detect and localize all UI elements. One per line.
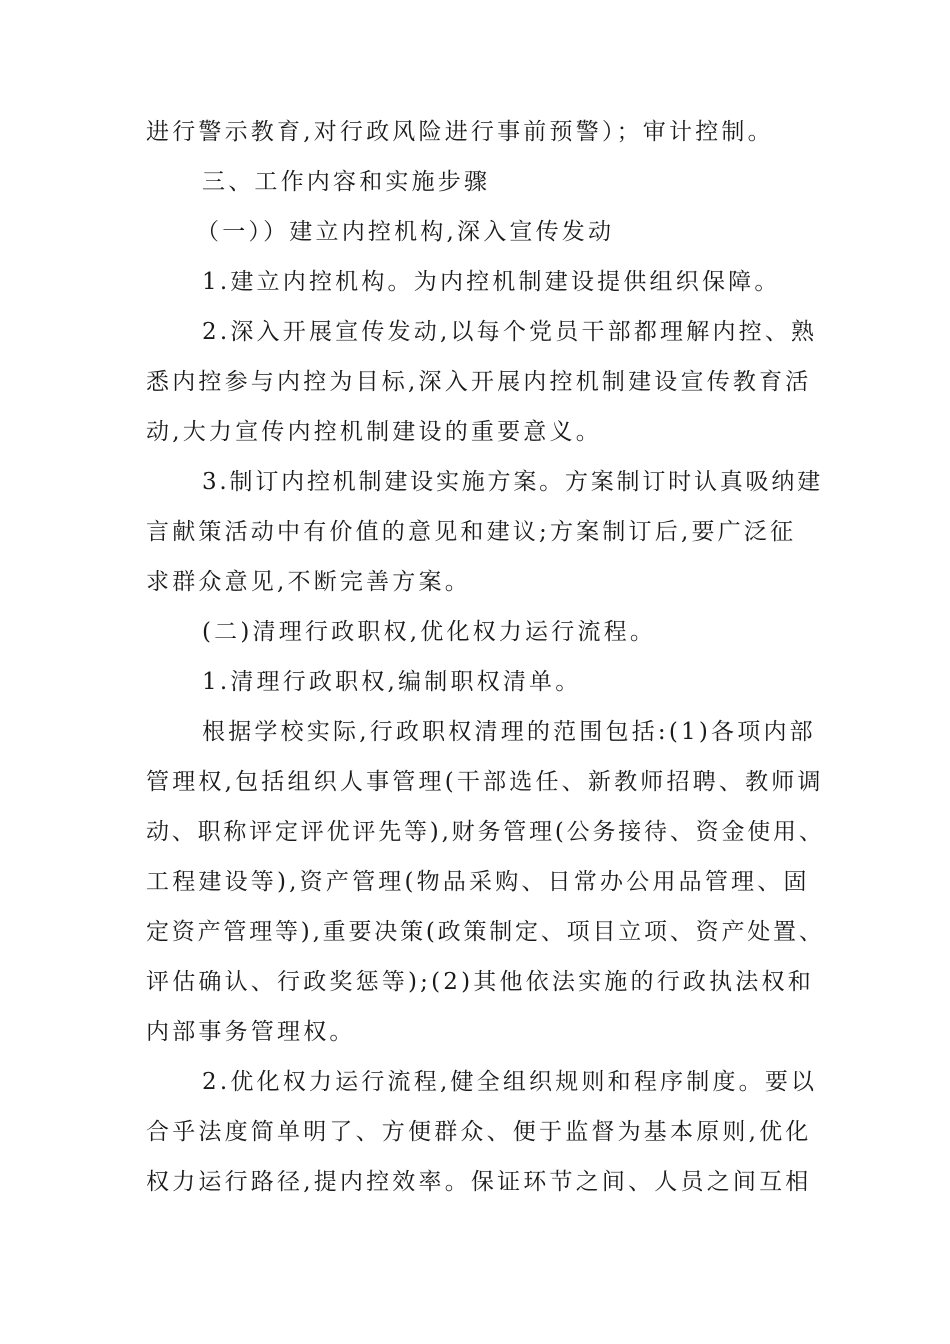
text-line: 管理权,包括组织人事管理(干部选任、新教师招聘、教师调 bbox=[146, 769, 824, 795]
subsection-heading: （一））建立内控机构,深入宣传发动 bbox=[196, 219, 615, 245]
text-line: 进行警示教育,对行政风险进行事前预警）；审计控制。 bbox=[146, 119, 774, 145]
text-line: 悉内控参与内控为目标,深入开展内控机制建设宣传教育活 bbox=[146, 369, 812, 395]
text-line: 权力运行路径,提内控效率。保证环节之间、人员之间互相 bbox=[146, 1169, 812, 1195]
text-line: 1.清理行政职权,编制职权清单。 bbox=[202, 669, 582, 695]
text-line: 根据学校实际,行政职权清理的范围包括:(1)各项内部 bbox=[202, 719, 816, 745]
text-line: 动、职称评定评优评先等),财务管理(公务接待、资金使用、 bbox=[146, 819, 825, 845]
text-line: 内部事务管理权。 bbox=[146, 1019, 356, 1045]
text-line: 2.优化权力运行流程,健全组织规则和程序制度。要以 bbox=[202, 1069, 818, 1095]
text-line: 工程建设等),资产管理(物品采购、日常办公用品管理、固 bbox=[146, 869, 810, 895]
section-heading: 三、工作内容和实施步骤 bbox=[202, 169, 491, 195]
text-line: 2.深入开展宣传发动,以每个党员干部都理解内控、熟 bbox=[202, 319, 818, 345]
subsection-heading: (二)清理行政职权,优化权力运行流程。 bbox=[202, 619, 657, 645]
text-line: 动,大力宣传内控机制建设的重要意义。 bbox=[146, 419, 602, 445]
text-line: 评估确认、行政奖惩等);(2)其他依法实施的行政执法权和 bbox=[146, 969, 814, 995]
text-line: 定资产管理等),重要决策(政策制定、项目立项、资产处置、 bbox=[146, 919, 825, 945]
text-line: 3.制订内控机制建设实施方案。方案制订时认真吸纳建 bbox=[202, 469, 823, 495]
text-line: 合乎法度简单明了、方便群众、便于监督为基本原则,优化 bbox=[146, 1119, 812, 1145]
text-line: 求群众意见,不断完善方案。 bbox=[146, 569, 471, 595]
text-line: 言献策活动中有价值的意见和建议;方案制订后,要广泛征 bbox=[146, 519, 797, 545]
text-line: 1.建立内控机构。为内控机制建设提供组织保障。 bbox=[202, 269, 781, 295]
